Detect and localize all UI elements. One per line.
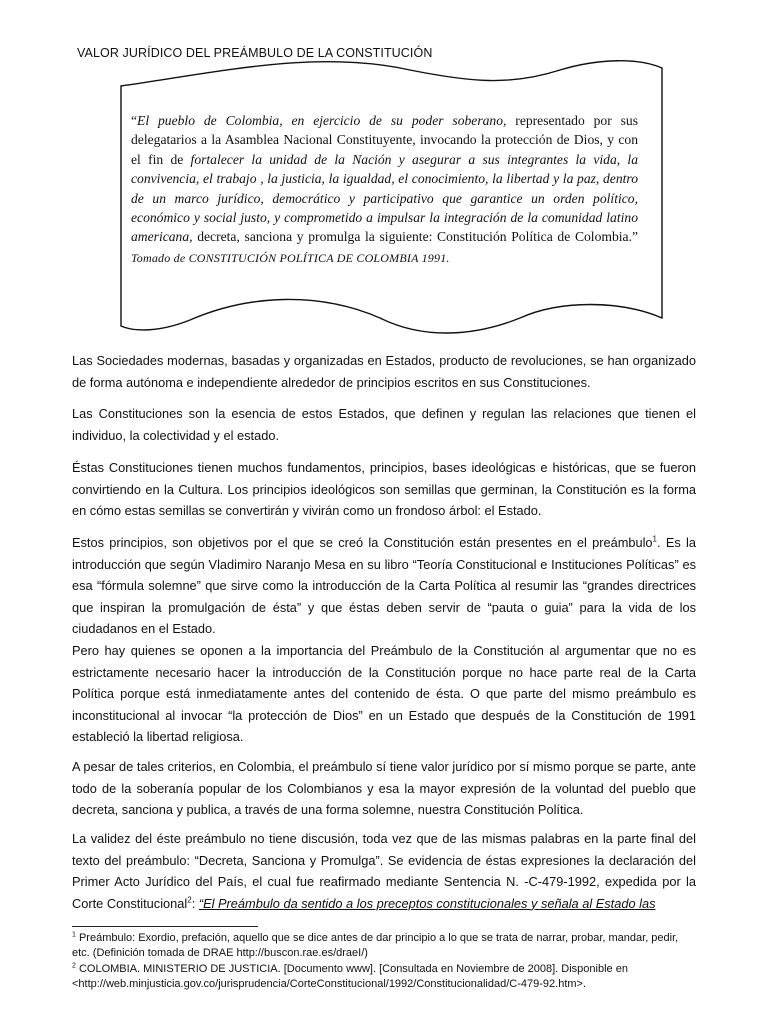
footnote-1 <box>72 931 696 962</box>
document-title: VALOR JURÍDICO DEL PREÁMBULO DE LA CONSTITUCIÓN <box>77 46 433 60</box>
footnote-2 <box>72 962 696 993</box>
paragraph-7-text-b: : <box>191 895 199 911</box>
quote-italic-3: fortalecer la unidad de la Nación y asegurar a sus integrantes la vida, la convivencia, el trabajo , la justicia, la igualdad, el conocimiento, la libertad y la paz, dentro de un marco jurídico, democrático y participativo que garantice un orden político, económico y social justo, y comprometido a impulsar la integración de la comunidad latino americana, <box>131 151 639 245</box>
paragraph-2: Las Constituciones son la esencia de estos Estados, que definen y regulan las relaciones que tienen el individuo, la colectividad y el estado. <box>72 406 696 443</box>
quote-text-4: decreta, sanciona y promulga la siguiente: Constitución Política de Colombia.” <box>192 229 638 245</box>
paragraph-6: A pesar de tales criterios, en Colombia, el preámbulo sí tiene valor jurídico por sí mismo porque se parte, ante todo de la soberanía popular de los Colombianos y esa la mayor expresión de la voluntad del pueblo que decreta, sanciona y publica, a través de una forma solemne, nuestra Constitución Política. <box>72 759 696 818</box>
paragraph-7-text-a: La validez del éste preámbulo no tiene discusión, toda vez que de las mismas palabras en la parte final del texto del preámbulo: “Decreta, Sanciona y Promulga”. Se evidencia de éstas expresiones la declaración del Primer Acto Jurídico del País, el cual fue reafirmado mediante Sentencia N. -C-479-1992, expedida por la Corte Constitucional <box>72 831 696 911</box>
footnote-separator <box>72 926 258 927</box>
footnotes <box>72 931 696 993</box>
quote-text-2: representado por sus delegatarios a la Asamblea Nacional Constituyente, invocando la protección de Dios, y con el fin de <box>131 113 639 167</box>
footnote-1-number: 1 <box>72 931 76 939</box>
footnote-ref-2[interactable]: 2 <box>187 895 192 905</box>
paragraph-3-text: Éstas Constituciones tienen muchos fundamentos, principios, bases ideológicas e históricas, que se fueron convirtiendo en la Cultura. Los principios ideológicos son semillas que germinan, la Constitución es la forma en cómo estas semillas se convertirán y vivirán como un frondoso árbol: el Estado. <box>72 460 696 519</box>
paragraph-7-quote: “El Preámbulo da sentido a los preceptos constitucionales y señala al Estado las <box>198 895 656 911</box>
quote-italic-1: El pueblo de Colombia, en ejercicio de su poder soberano, <box>137 113 507 128</box>
paragraph-4-text-b: . Es la introducción que según Vladimiro Naranjo Mesa en su libro “Teoría Constitucional e Instituciones Políticas” es esa “fórmula solemne” que sirve como la introducción de la Carta Política al resumir las “grandes directrices que inspiran la promulgación de ésta” y que éstas deben servir de “pauta o guia” para la vida de los ciudadanos en el Estado. <box>72 535 696 637</box>
paragraph-4 <box>72 532 696 640</box>
footnote-2-text: COLOMBIA. MINISTERIO DE JUSTICIA. [Documento www]. [Consultada en Noviembre de 2008]. Disponible en <http://web.minjusticia.gov.co/jurisprudencia/CorteConstitucional/1992/Constitucionalidad/C-479-92.htm>. <box>72 962 628 991</box>
paragraph-4-text-a: Estos principios, son objetivos por el que se creó la Constitución están presentes en el preámbulo <box>72 535 653 550</box>
quote-open-mark: “ <box>131 113 138 128</box>
paragraph-5: Pero hay quienes se oponen a la importancia del Preámbulo de la Constitución al argumentar que no es estrictamente necesario hacer la introducción de la Constitución porque no hace parte real de la Carta Política porque está inmediatamente antes del contenido de ésta. O que parte del mismo preámbulo es inconstitucional al invocar “la protección de Dios” en un Estado que después de la Constitución de 1991 estableció la libertad religiosa. <box>72 643 696 745</box>
preamble-quote <box>131 111 638 268</box>
paragraph-3 <box>72 457 696 522</box>
paragraph-7 <box>72 828 696 914</box>
quote-source: Tomado de CONSTITUCIÓN POLÍTICA DE COLOMBIA 1991. <box>131 250 450 265</box>
footnote-1-text: Preámbulo: Exordio, prefación, aquello que se dice antes de dar principio a lo que se trata de narrar, probar, mandar, pedir, etc. (Definición tomada de DRAE http://buscon.rae.es/draeI/) <box>72 932 679 960</box>
footnote-ref-1[interactable]: 1 <box>652 534 657 544</box>
paragraph-1: Las Sociedades modernas, basadas y organizadas en Estados, producto de revoluciones, se han organizado de forma autónoma e independiente alrededor de principios escritos en sus Constituciones. <box>72 353 696 390</box>
footnote-2-number: 2 <box>72 962 76 970</box>
